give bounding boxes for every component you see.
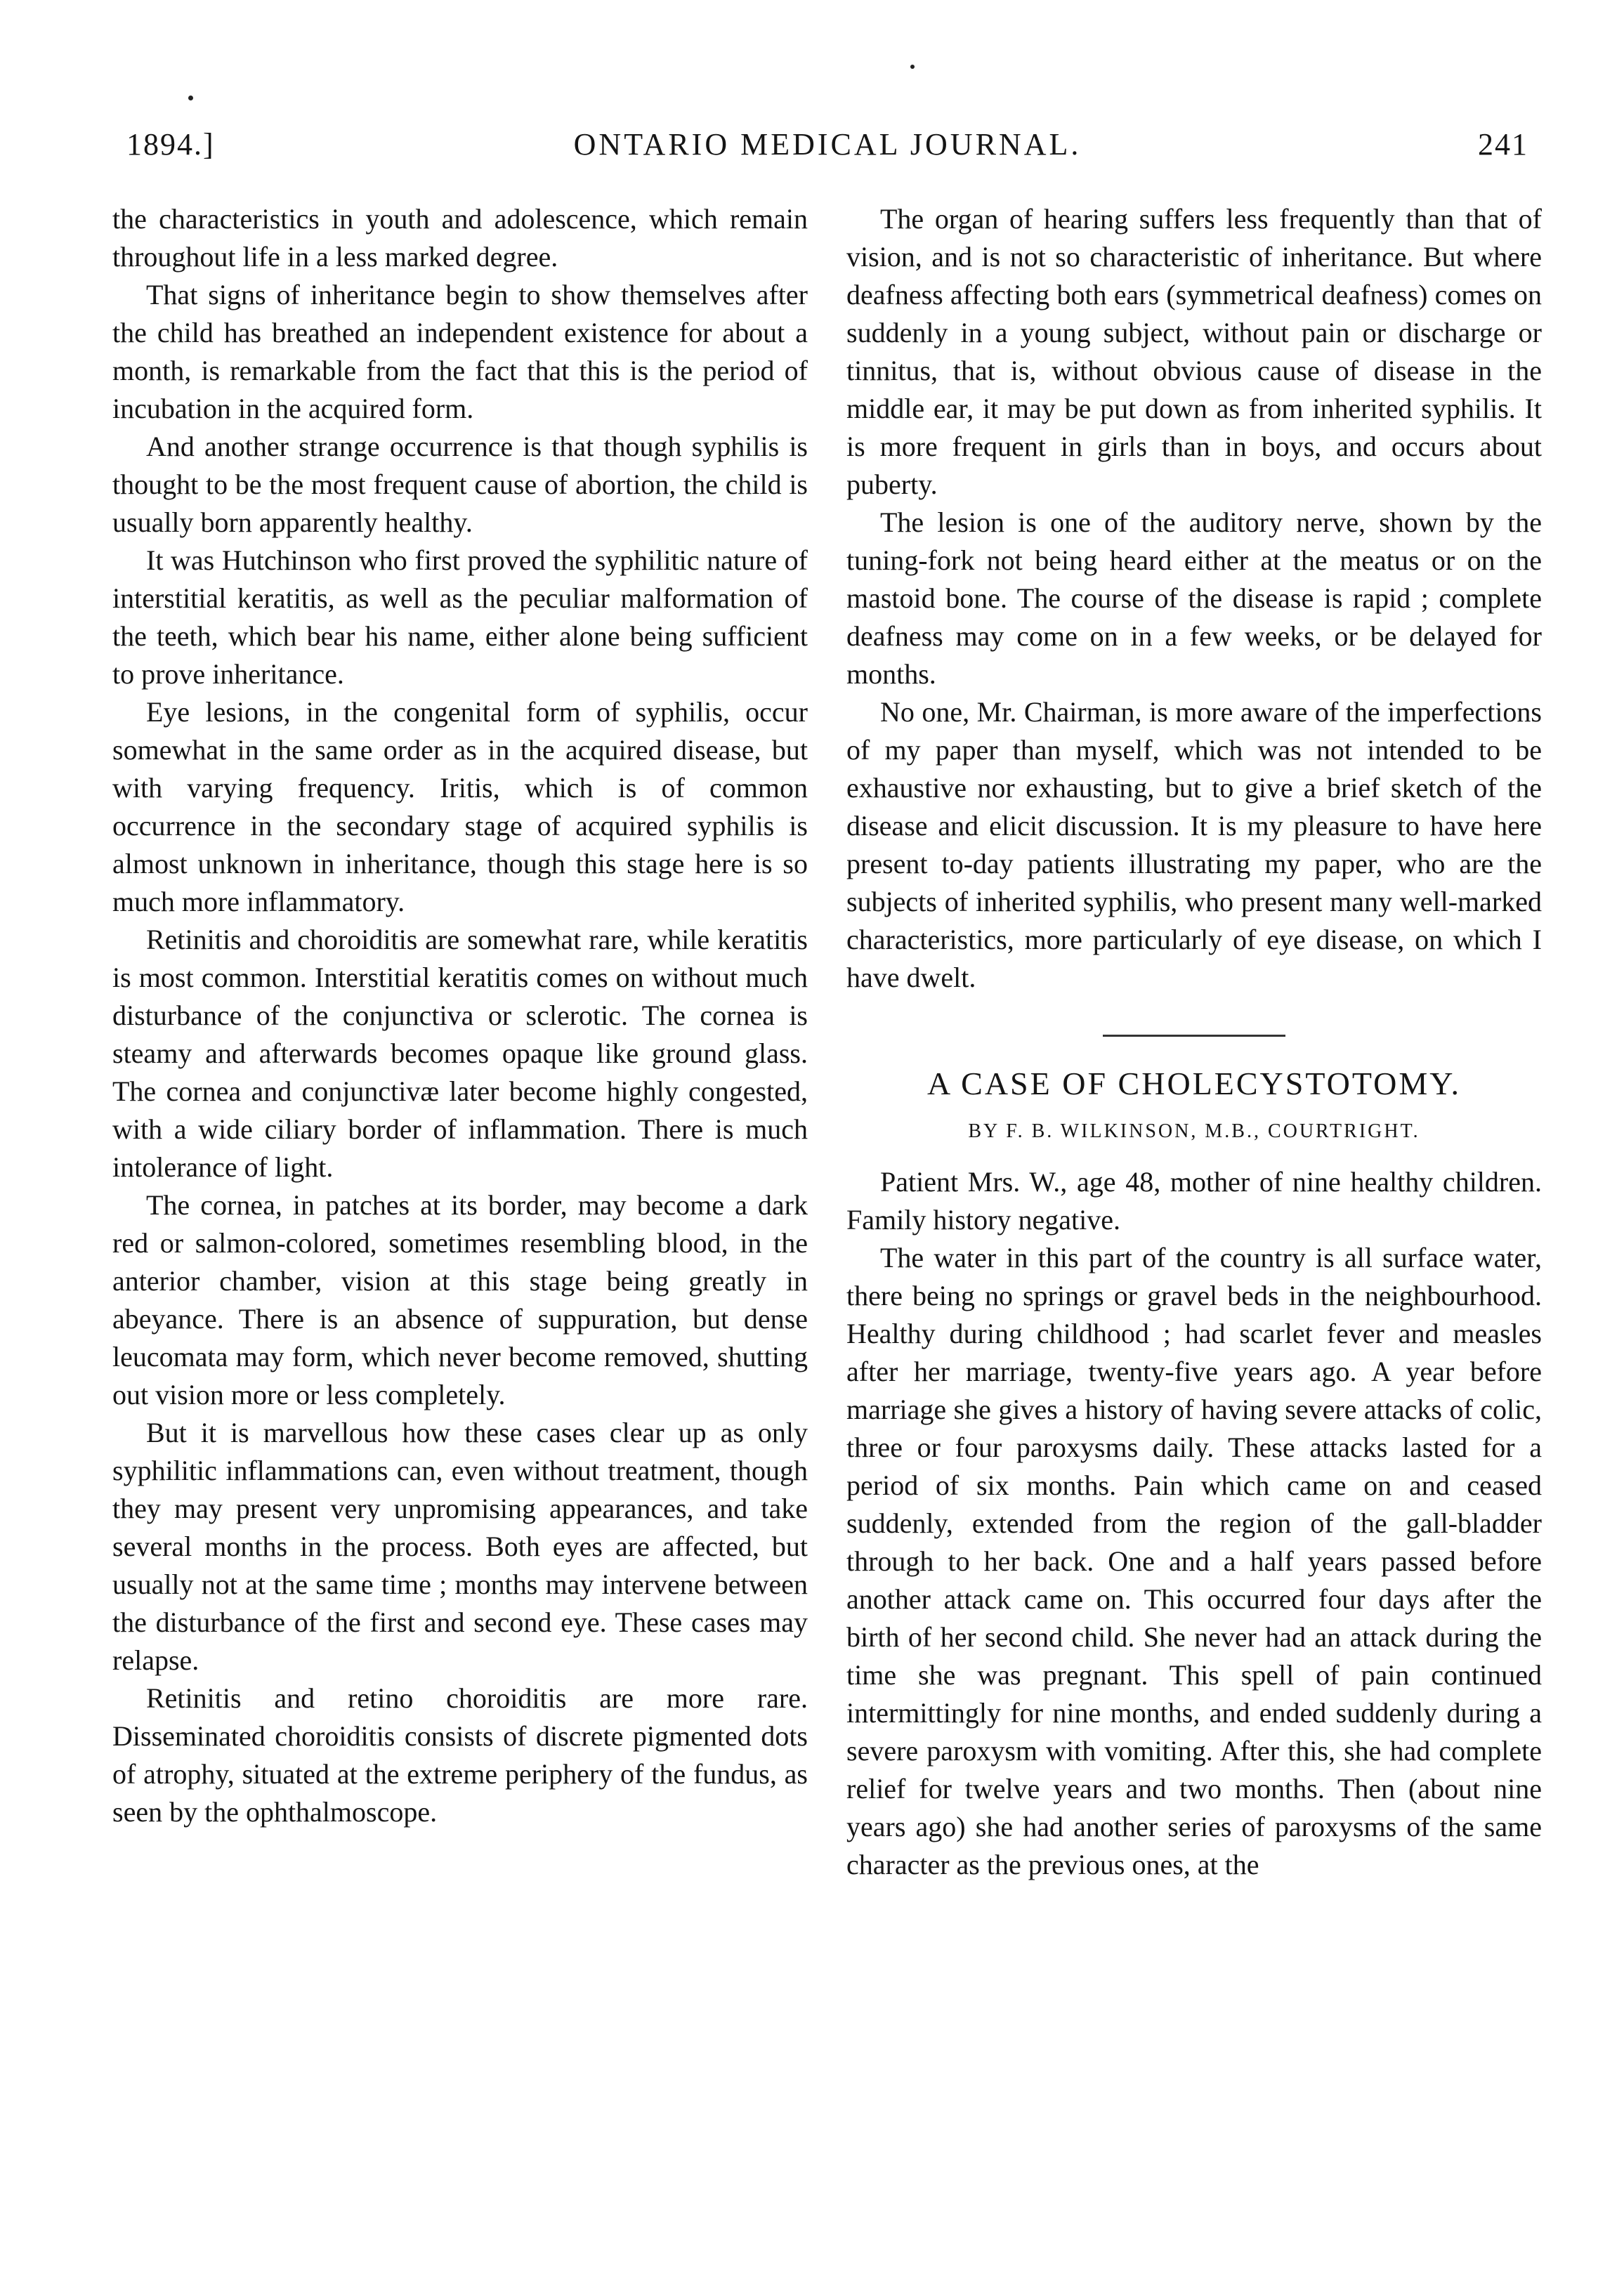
paragraph: The lesion is one of the auditory nerve, shown by the tuning-fork not being heard either at the meatus or on the mastoid bone. The course of the disease is rapid ; complete deafness may come on in a few weeks, or be delayed for months.	[846, 506, 1542, 690]
paragraph: It was Hutchinson who first proved the syphilitic nature of interstitial keratitis, as well as the peculiar malformation of the teeth, which bear his name, either alone being sufficient to prove inheritance.	[112, 544, 808, 690]
paragraph: That signs of inheritance begin to show themselves after the child has breathed an independent existence for about a month, is remarkable from the fact that this is the period of incubation in the acquired form.	[112, 279, 808, 424]
left-column	[112, 200, 808, 1831]
paragraph: And another strange occurrence is that though syphilis is thought to be the most frequent cause of abortion, the child is usually born apparently healthy.	[112, 431, 808, 538]
paragraph: Eye lesions, in the congenital form of syphilis, occur somewhat in the same order as in the acquired disease, but with varying frequency. Iritis, which is of common occurrence in the secondary stage of acquired syphilis is almost unknown in inheritance, though this stage here is so much more inflammatory.	[112, 696, 808, 917]
right-column	[846, 200, 1542, 1884]
journal-title: ONTARIO MEDICAL JOURNAL.	[573, 127, 1082, 162]
paragraph: Retinitis and choroiditis are somewhat rare, while keratitis is most common. Interstitial keratitis comes on without much disturbance of the conjunctiva or sclerotic. The cornea is steamy and afterwards becomes opaque like ground glass. The cornea and conjunctivæ later become highly congested, with a wide ciliary border of inflammation. There is much intolerance of light.	[112, 924, 808, 1183]
page-number: 241	[1478, 127, 1528, 162]
header-year: 1894.]	[126, 127, 215, 162]
running-header	[126, 126, 1528, 176]
paragraph: the characteristics in youth and adolescence, which remain throughout life in a less marked degree.	[112, 203, 808, 273]
paragraph: But it is marvellous how these cases clear up as only syphilitic inflammations can, even without treatment, though they may present very unpromising appearances, and take several months in the process. Both eyes are affected, but usually not at the same time ; months may intervene between the disturbance of the first and second eye. These cases may relapse.	[112, 1417, 808, 1676]
paragraph: Retinitis and retino choroiditis are more rare. Disseminated choroiditis consists of discrete pigmented dots of atrophy, situated at the extreme periphery of the fundus, as seen by the ophthalmoscope.	[112, 1682, 808, 1828]
article-byline: BY F. B. WILKINSON, M.B., COURTRIGHT.	[968, 1120, 1420, 1142]
paragraph: The cornea, in patches at its border, may become a dark red or salmon-colored, sometimes resembling blood, in the anterior chamber, vision at this stage being greatly in abeyance. There is an absence of suppuration, but dense leucomata may form, which never become removed, shutting out vision more or less completely.	[112, 1189, 808, 1410]
paragraph: The water in this part of the country is all surface water, there being no springs or gravel beds in the neighbourhood. Healthy during childhood ; had scarlet fever and measles after her marriage, twenty-five years ago. A year before marriage she gives a history of having severe attacks of colic, three or four paroxysms daily. These attacks lasted for a period of six months. Pain which came on and ceased suddenly, extended from the region of the gall-bladder through to her back. One and a half years passed before another attack came on. This occurred four days after the birth of her second child. She never had an attack during the time she was pregnant. This spell of pain continued intermittingly for nine months, and ended suddenly during a severe paroxysm with vomiting. After this, she had complete relief for twelve years and two months. Then (about nine years ago) she had another series of paroxysms of the same character as the previous ones, at the	[846, 1242, 1542, 1880]
section-divider	[1103, 1035, 1285, 1037]
paragraph: The organ of hearing suffers less frequently than that of vision, and is not so characteristic of inheritance. But where deafness affecting both ears (symmetrical deafness) comes on suddenly in a young subject, without pain or discharge or tinnitus, that is, without obvious cause of disease in the middle ear, it may be put down as from inherited syphilis. It is more frequent in girls than in boys, and occurs about puberty.	[846, 203, 1542, 500]
print-speck	[910, 65, 915, 69]
paragraph: Patient Mrs. W., age 48, mother of nine healthy children. Family history negative.	[846, 1166, 1542, 1236]
paragraph: No one, Mr. Chairman, is more aware of the imperfections of my paper than myself, which was not intended to be exhaustive nor exhausting, but to give a brief sketch of the disease and elicit discussion. It is my pleasure to have here present to-day patients illustrating my paper, who are the subjects of inherited syphilis, who present many well-marked characteristics, more particularly of eye disease, on which I have dwelt.	[846, 696, 1542, 993]
article-title: A CASE OF CHOLECYSTOTOMY.	[926, 1066, 1462, 1101]
print-speck	[188, 96, 193, 100]
